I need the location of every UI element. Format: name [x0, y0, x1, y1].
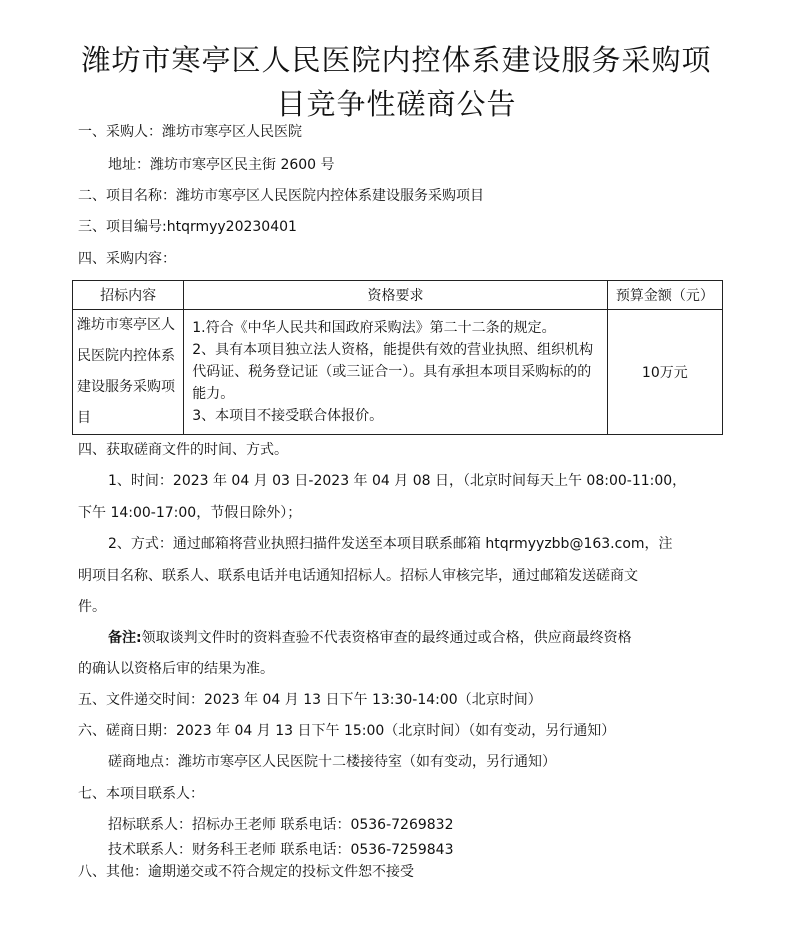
section-submission-time: 五、文件递交时间：2023 年 04 月 13 日下午 13:30-14:00（北京时间）	[78, 692, 542, 708]
requirement-2: 2、具有本项目独立法人资格，能提供有效的营业执照、组织机构代码证、税务登记证（或三证合一）。具有承担本项目采购标的的能力。	[192, 342, 594, 402]
method-line-2: 明项目名称、联系人、联系电话并电话通知招标人。招标人审核完毕，通过邮箱发送磋商文	[78, 568, 638, 584]
table-header-row	[73, 281, 723, 310]
section-project-name: 二、项目名称：潍坊市寒亭区人民医院内控体系建设服务采购项目	[78, 188, 484, 204]
consultation-place: 磋商地点：潍坊市寒亭区人民医院十二楼接待室（如有变动，另行通知）	[108, 754, 556, 770]
page-title	[40, 38, 753, 126]
requirement-1: 1.符合《中华人民共和国政府采购法》第二十二条的规定。	[192, 320, 556, 336]
contact-bidding: 招标联系人：招标办王老师 联系电话：0536-7269832	[108, 817, 454, 833]
section-contacts: 七、本项目联系人：	[78, 786, 204, 802]
time-line-2: 下午 14:00-17:00，节假日除外）；	[78, 505, 302, 521]
cell-requirements	[184, 310, 607, 435]
method-line-3: 件。	[78, 599, 106, 615]
section-project-number: 三、项目编号:htqrmyy20230401	[78, 219, 297, 235]
contact-technical: 技术联系人：财务科王老师 联系电话：0536-7259843	[108, 842, 454, 858]
cell-content: 潍坊市寒亭区人民医院内控体系建设服务采购项目	[73, 310, 184, 435]
section-obtain-docs: 四、获取磋商文件的时间、方式。	[78, 442, 288, 458]
section-other: 八、其他：逾期递交或不符合规定的投标文件恕不接受	[78, 864, 414, 880]
procurement-table	[72, 280, 723, 435]
section-consultation-date: 六、磋商日期：2023 年 04 月 13 日下午 15:00（北京时间）（如有变动，另行通知）	[78, 723, 616, 739]
header-requirements: 资格要求	[184, 281, 607, 310]
title-line-1: 潍坊市寒亭区人民医院内控体系建设服务采购项	[81, 43, 712, 77]
method-line-1: 2、方式：通过邮箱将营业执照扫描件发送至本项目联系邮箱 htqrmyyzbb@163.com，注	[108, 536, 673, 552]
header-content: 招标内容	[73, 281, 184, 310]
note-line-1	[108, 628, 632, 648]
note-text: 领取谈判文件时的资料查验不代表资格审查的最终通过或合格，供应商最终资格	[141, 630, 632, 646]
table-row	[73, 310, 723, 435]
note-line-2: 的确认以资格后审的结果为准。	[78, 661, 274, 677]
section-purchaser: 一、采购人：潍坊市寒亭区人民医院	[78, 124, 302, 140]
cell-budget: 10万元	[607, 310, 722, 435]
requirement-3: 3、本项目不接受联合体报价。	[192, 408, 384, 424]
note-label: 备注:	[108, 630, 142, 646]
time-line-1: 1、时间：2023 年 04 月 03 日-2023 年 04 月 08 日，（北京时间每天上午 08:00-11:00，	[108, 473, 687, 489]
header-budget: 预算金额（元）	[607, 281, 722, 310]
section-procurement-content: 四、采购内容：	[78, 251, 176, 267]
title-line-2: 目竞争性磋商公告	[276, 87, 517, 121]
purchaser-address: 地址：潍坊市寒亭区民主街 2600 号	[108, 157, 335, 173]
